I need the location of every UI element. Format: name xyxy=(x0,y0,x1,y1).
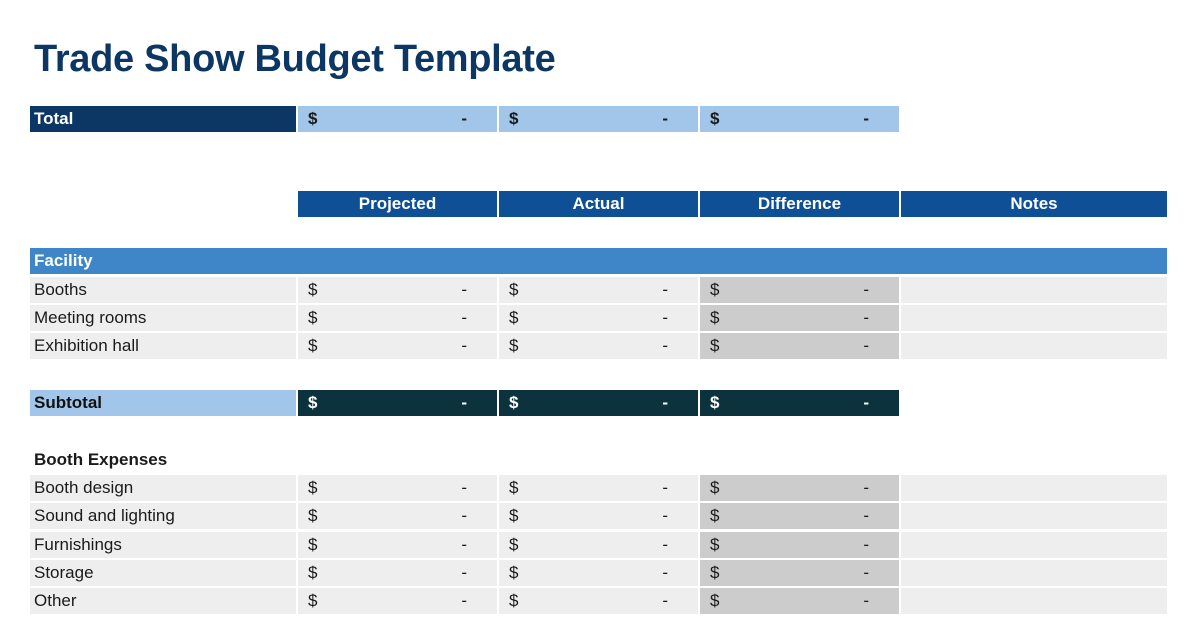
currency-sign: $ xyxy=(308,280,318,299)
actual-value: - xyxy=(662,591,668,610)
notes-cell[interactable] xyxy=(901,532,1167,558)
projected-value: - xyxy=(461,280,467,299)
actual-value: - xyxy=(662,280,668,299)
notes-cell[interactable] xyxy=(901,333,1167,359)
difference-cell[interactable] xyxy=(700,588,899,614)
notes-cell[interactable] xyxy=(901,560,1167,586)
currency-sign: $ xyxy=(308,591,318,610)
difference-value: - xyxy=(863,563,869,582)
projected-cell[interactable] xyxy=(298,588,497,614)
currency-sign: $ xyxy=(509,478,519,497)
currency-sign: $ xyxy=(509,535,519,554)
currency-sign: $ xyxy=(710,393,720,412)
row-label: Furnishings xyxy=(30,532,296,558)
projected-cell[interactable] xyxy=(298,532,497,558)
actual-cell[interactable] xyxy=(499,588,698,614)
currency-sign: $ xyxy=(308,563,318,582)
row-label: Sound and lighting xyxy=(30,503,296,529)
currency-sign: $ xyxy=(710,535,720,554)
currency-sign: $ xyxy=(308,109,318,128)
actual-cell[interactable] xyxy=(499,560,698,586)
projected-cell[interactable] xyxy=(298,475,497,501)
table-row xyxy=(30,305,1167,331)
currency-sign: $ xyxy=(710,591,720,610)
table-row xyxy=(30,277,1167,303)
row-label: Other xyxy=(30,588,296,614)
table-row xyxy=(30,532,1167,558)
actual-value: - xyxy=(662,308,668,327)
projected-value: - xyxy=(461,591,467,610)
actual-cell[interactable] xyxy=(499,475,698,501)
section-heading-booth-expenses: Booth Expenses xyxy=(34,450,168,469)
currency-sign: $ xyxy=(710,506,720,525)
table-row xyxy=(30,588,1167,614)
row-label: Booths xyxy=(30,277,296,303)
difference-value: - xyxy=(863,280,869,299)
actual-value: - xyxy=(662,478,668,497)
actual-cell[interactable] xyxy=(499,333,698,359)
difference-value: - xyxy=(863,336,869,355)
actual-value: - xyxy=(662,563,668,582)
currency-sign: $ xyxy=(509,591,519,610)
actual-value: - xyxy=(662,336,668,355)
subtotal-row xyxy=(30,390,1167,416)
projected-value: - xyxy=(461,535,467,554)
projected-value: - xyxy=(461,336,467,355)
subtotal-actual-value: - xyxy=(662,393,668,412)
total-row xyxy=(30,106,1167,132)
projected-cell[interactable] xyxy=(298,333,497,359)
section-row-facility xyxy=(30,248,1167,274)
currency-sign: $ xyxy=(509,109,519,128)
column-header-projected: Projected xyxy=(298,191,497,217)
total-projected-cell[interactable] xyxy=(298,106,497,132)
currency-sign: $ xyxy=(308,336,318,355)
difference-cell[interactable] xyxy=(700,277,899,303)
difference-value: - xyxy=(863,308,869,327)
notes-cell[interactable] xyxy=(901,588,1167,614)
row-label: Meeting rooms xyxy=(30,305,296,331)
section-heading-facility: Facility xyxy=(30,248,1167,274)
total-difference-value: - xyxy=(863,109,869,128)
currency-sign: $ xyxy=(710,478,720,497)
currency-sign: $ xyxy=(710,280,720,299)
currency-sign: $ xyxy=(710,336,720,355)
total-actual-cell[interactable] xyxy=(499,106,698,132)
total-difference-cell[interactable] xyxy=(700,106,899,132)
difference-value: - xyxy=(863,591,869,610)
currency-sign: $ xyxy=(710,308,720,327)
total-actual-value: - xyxy=(662,109,668,128)
projected-value: - xyxy=(461,506,467,525)
table-row xyxy=(30,333,1167,359)
subtotal-projected-value: - xyxy=(461,393,467,412)
subtotal-label: Subtotal xyxy=(30,390,296,416)
currency-sign: $ xyxy=(509,563,519,582)
actual-value: - xyxy=(662,535,668,554)
table-row xyxy=(30,475,1167,501)
currency-sign: $ xyxy=(308,308,318,327)
currency-sign: $ xyxy=(509,393,519,412)
actual-cell[interactable] xyxy=(499,503,698,529)
projected-cell[interactable] xyxy=(298,305,497,331)
projected-cell[interactable] xyxy=(298,503,497,529)
currency-sign: $ xyxy=(308,393,318,412)
notes-cell[interactable] xyxy=(901,475,1167,501)
row-label: Exhibition hall xyxy=(30,333,296,359)
subtotal-difference-cell[interactable] xyxy=(700,390,899,416)
currency-sign: $ xyxy=(509,308,519,327)
difference-cell[interactable] xyxy=(700,532,899,558)
table-row xyxy=(30,560,1167,586)
difference-cell[interactable] xyxy=(700,560,899,586)
currency-sign: $ xyxy=(509,280,519,299)
currency-sign: $ xyxy=(308,478,318,497)
difference-cell[interactable] xyxy=(700,503,899,529)
currency-sign: $ xyxy=(308,535,318,554)
actual-cell[interactable] xyxy=(499,277,698,303)
notes-cell[interactable] xyxy=(901,277,1167,303)
currency-sign: $ xyxy=(710,563,720,582)
difference-value: - xyxy=(863,478,869,497)
page-title: Trade Show Budget Template xyxy=(34,38,556,80)
actual-cell[interactable] xyxy=(499,532,698,558)
difference-cell[interactable] xyxy=(700,333,899,359)
difference-cell[interactable] xyxy=(700,305,899,331)
projected-value: - xyxy=(461,478,467,497)
subtotal-difference-value: - xyxy=(863,393,869,412)
actual-cell[interactable] xyxy=(499,305,698,331)
subtotal-projected-cell[interactable] xyxy=(298,390,497,416)
currency-sign: $ xyxy=(509,506,519,525)
row-label: Booth design xyxy=(30,475,296,501)
projected-cell[interactable] xyxy=(298,277,497,303)
notes-cell[interactable] xyxy=(901,503,1167,529)
projected-cell[interactable] xyxy=(298,560,497,586)
column-header-difference: Difference xyxy=(700,191,899,217)
currency-sign: $ xyxy=(308,506,318,525)
total-label: Total xyxy=(30,106,296,132)
projected-value: - xyxy=(461,563,467,582)
projected-value: - xyxy=(461,308,467,327)
subtotal-actual-cell[interactable] xyxy=(499,390,698,416)
currency-sign: $ xyxy=(710,109,720,128)
actual-value: - xyxy=(662,506,668,525)
difference-cell[interactable] xyxy=(700,475,899,501)
currency-sign: $ xyxy=(509,336,519,355)
difference-value: - xyxy=(863,535,869,554)
column-header-row xyxy=(30,191,1167,217)
notes-cell[interactable] xyxy=(901,305,1167,331)
table-row xyxy=(30,503,1167,529)
column-header-notes: Notes xyxy=(901,191,1167,217)
section-row-booth-expenses xyxy=(30,447,1167,473)
difference-value: - xyxy=(863,506,869,525)
total-projected-value: - xyxy=(461,109,467,128)
row-label: Storage xyxy=(30,560,296,586)
column-header-actual: Actual xyxy=(499,191,698,217)
